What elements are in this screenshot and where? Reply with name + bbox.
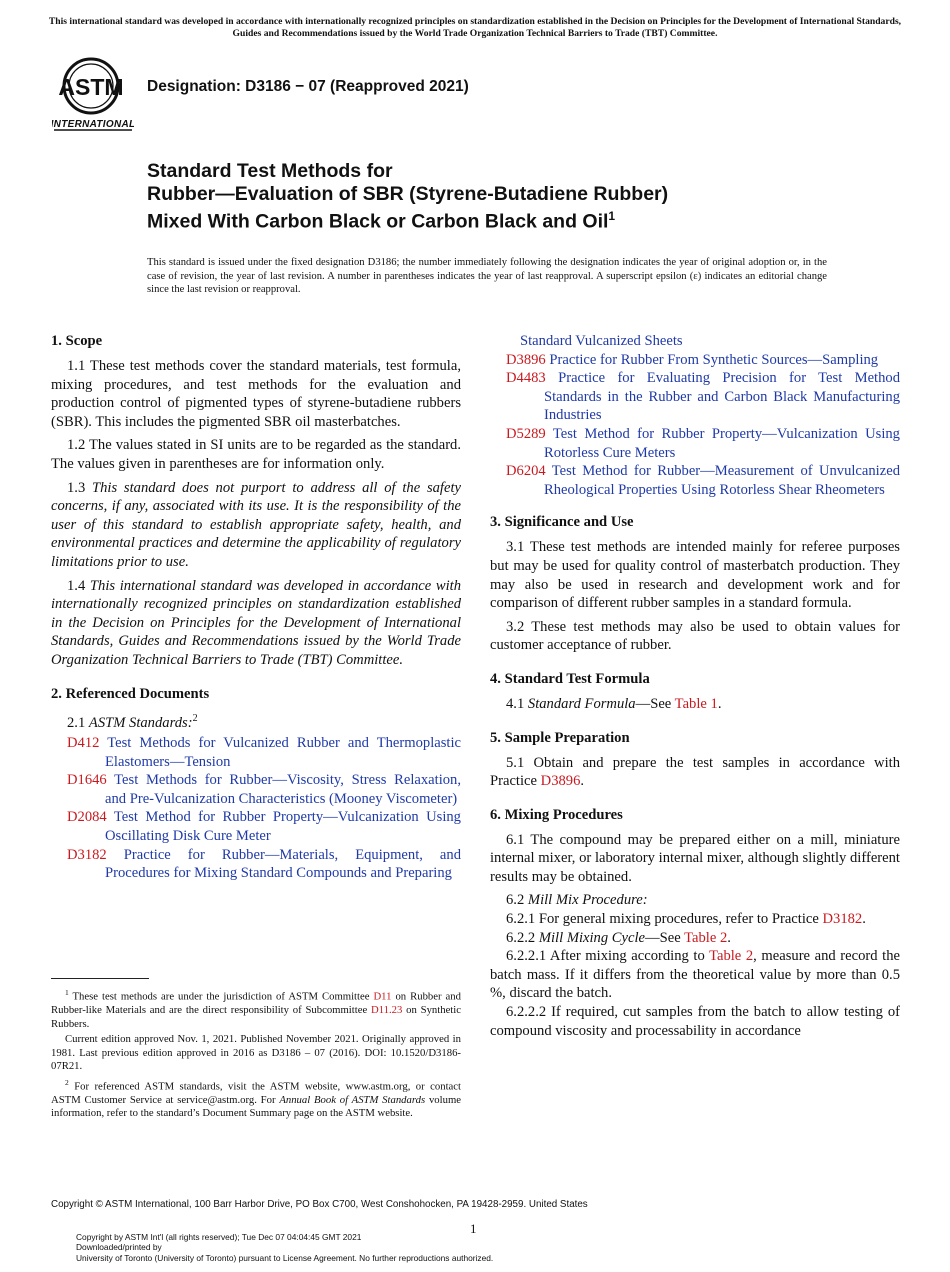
license-notice	[76, 1232, 493, 1263]
link-d3896[interactable]: D3896	[540, 773, 581, 790]
link-d3182[interactable]: D3182	[822, 911, 863, 928]
section-heading-referenced-documents: 2. Referenced Documents	[51, 685, 210, 702]
paragraph-3-1: 3.1 These test methods are intended mainly for referee purposes but may be used for quality control of masterbatch production. They may also be used in research and development work and for comparison of different rubber samples in a standard formula.	[490, 539, 900, 612]
link-d11[interactable]: D11	[373, 990, 392, 1003]
section-heading-mixing-procedures: 6. Mixing Procedures	[490, 806, 623, 823]
right-column	[490, 332, 900, 1040]
link-table-2[interactable]: Table 2	[684, 929, 728, 946]
paragraph-6-1: 6.1 The compound may be prepared either on a mill, miniature internal mixer, or laboratory internal mixer, although slightly different results may be obtained.	[490, 831, 900, 885]
title-line-2: Rubber—Evaluation of SBR (Styrene-Butadiene Rubber)	[147, 182, 669, 205]
reference-d412[interactable]: D412 Test Methods for Vulcanized Rubber and Thermoplastic Elastomers—Tension	[67, 734, 461, 770]
issuance-note: This standard is issued under the fixed designation D3186; the number immediately following the designation indicates the year of original adoption or, in the case of revision, the year of last revision. A number in parentheses indicates the year of last reapproval. A superscript epsilon (ε) indicates an editorial change since the last revision or reapproval.	[147, 257, 827, 296]
paragraph-1-3: 1.3 This standard does not purport to address all of the safety concerns, if any, associated with its use. It is the responsibility of the user of this standard to establish appropriate safety, health, and environmental practices and determine the applicability of regulatory limitations prior to use.	[51, 479, 461, 570]
footnotes	[51, 986, 461, 1123]
paragraph-5-1: 5.1 Obtain and prepare the test samples in accordance with Practice D3896.	[490, 754, 900, 790]
paragraph-6-2-2-1: 6.2.2.1 After mixing according to Table 2, measure and record the batch mass. If it differs from the theoretical value by more than 0.5 %, discard the batch.	[490, 948, 900, 1002]
paragraph-1-2: 1.2 The values stated in SI units are to be regarded as the standard. The values given in parentheses are for information only.	[51, 437, 461, 472]
copyright-line: Copyright © ASTM International, 100 Barr Harbor Drive, PO Box C700, West Conshohocken, PA 19428-2959. United States	[51, 1199, 588, 1210]
link-d11-23[interactable]: D11.23	[370, 1004, 403, 1017]
footnote-edition: Current edition approved Nov. 1, 2021. Published November 2021. Originally approved in 1981. Last previous edition approved in 2016 as D3186 – 07 (2016). DOI: 10.1520/D3186-07R21.	[51, 1033, 461, 1073]
paragraph-1-1: 1.1 These test methods cover the standard materials, test formula, mixing procedures, and test methods for the evaluation and production control of pigmented types of styrene-butadiene rubbers (SBR). This includes the pigmented SBR oil masterbatches.	[51, 358, 461, 430]
title-line-1: Standard Test Methods for	[147, 160, 393, 182]
title-footnote-mark: 1	[608, 209, 616, 223]
paragraph-6-2-2: 6.2.2 Mill Mixing Cycle—See Table 2.	[506, 929, 731, 946]
section-heading-sample-preparation: 5. Sample Preparation	[490, 729, 630, 746]
international-standard-notice: This international standard was developed in accordance with internationally recognized principles on standardization established in the Decision on Principles for the Development of International Standards, Guides and Recommendations issued by the World Trade Organization Technical Barriers to Trade (TBT) Committee.	[48, 16, 902, 39]
reference-d2084[interactable]: D2084 Test Method for Rubber Property—Vulcanization Using Oscillating Disk Cure Meter	[67, 809, 461, 844]
designation: Designation: D3186 − 07 (Reapproved 2021)	[147, 78, 469, 95]
paragraph-1-4: 1.4 This international standard was developed in accordance with internationally recognized principles on standardization established in the Decision on Principles for the Development of International Standards, Guides and Recommendations issued by the World Trade Organization Technical Barriers to Trade (TBT) Committee.	[51, 577, 462, 668]
reference-d5289[interactable]: D5289 Test Method for Rubber Property—Vulcanization Using Rotorless Cure Meters	[506, 425, 900, 461]
license-line-1: Copyright by ASTM Int'l (all rights reserved); Tue Dec 07 04:04:45 GMT 2021	[76, 1232, 362, 1242]
footnote-1: $^1$ These test methods are under the jurisdiction of ASTM Committee D11 on Rubber and Rubber-like Materials and are the direct responsibility of Subcommittee D11.23 on Synthetic Rubbers.	[51, 988, 461, 1030]
link-table-2-b[interactable]: Table 2	[709, 948, 754, 965]
title-line-3: Mixed With Carbon Black or Carbon Black and Oil$^1$	[147, 209, 616, 233]
paragraph-6-2-2-2: 6.2.2.2 If required, cut samples from the batch to allow testing of compound viscosity and processability in accordance	[490, 1004, 900, 1039]
section-heading-significance: 3. Significance and Use	[490, 514, 634, 531]
section-heading-standard-test-formula: 4. Standard Test Formula	[490, 670, 650, 687]
paragraph-2-1: 2.1 ASTM Standards:$^2$	[67, 712, 198, 731]
reference-d4483[interactable]: D4483 Practice for Evaluating Precision for Test Method Standards in the Rubber and Carbon Black Manufacturing Industries	[506, 370, 900, 424]
link-table-1[interactable]: Table 1	[674, 695, 718, 712]
license-line-3: University of Toronto (University of Toronto) pursuant to License Agreement. No further reproductions authorized.	[76, 1252, 494, 1263]
footnote-2: $^2$ For referenced ASTM standards, visit the ASTM website, www.astm.org, or contact ASTM Customer Service at service@astm.org. For Annual Book of ASTM Standards volume information, refer to the standard’s Document Summary page on the ASTM website.	[51, 1077, 461, 1120]
left-column	[51, 332, 461, 883]
license-line-2: Downloaded/printed by	[76, 1242, 162, 1253]
paragraph-6-2: 6.2 Mill Mix Procedure:	[506, 892, 648, 909]
svg-text:ASTM: ASTM	[58, 74, 124, 100]
reference-d3182-continuation[interactable]: Standard Vulcanized Sheets	[520, 333, 683, 349]
svg-text:INTERNATIONAL: INTERNATIONAL	[52, 119, 134, 130]
astm-logo	[52, 56, 134, 132]
page-number: 1	[470, 1221, 477, 1236]
paragraph-4-1: 4.1 Standard Formula—See Table 1.	[506, 695, 722, 712]
paragraph-6-2-1: 6.2.1 For general mixing procedures, refer to Practice D3182.	[506, 911, 866, 928]
footnote-divider	[51, 978, 149, 979]
reference-d3896[interactable]: D3896 Practice for Rubber From Synthetic Sources—Sampling	[506, 351, 879, 368]
paragraph-3-2: 3.2 These test methods may also be used to obtain values for customer acceptance of rubber.	[490, 618, 900, 654]
document-title	[147, 160, 847, 233]
section-heading-scope: 1. Scope	[51, 333, 103, 349]
reference-d3182[interactable]: D3182 Practice for Rubber—Materials, Equipment, and Procedures for Mixing Standard Compounds and Preparing	[67, 846, 461, 882]
reference-d1646[interactable]: D1646 Test Methods for Rubber—Viscosity, Stress Relaxation, and Pre-Vulcanization Characteristics (Mooney Viscometer)	[67, 772, 461, 807]
reference-d6204[interactable]: D6204 Test Method for Rubber—Measurement of Unvulcanized Rheological Properties Using Rotorless Shear Rheometers	[506, 463, 900, 498]
